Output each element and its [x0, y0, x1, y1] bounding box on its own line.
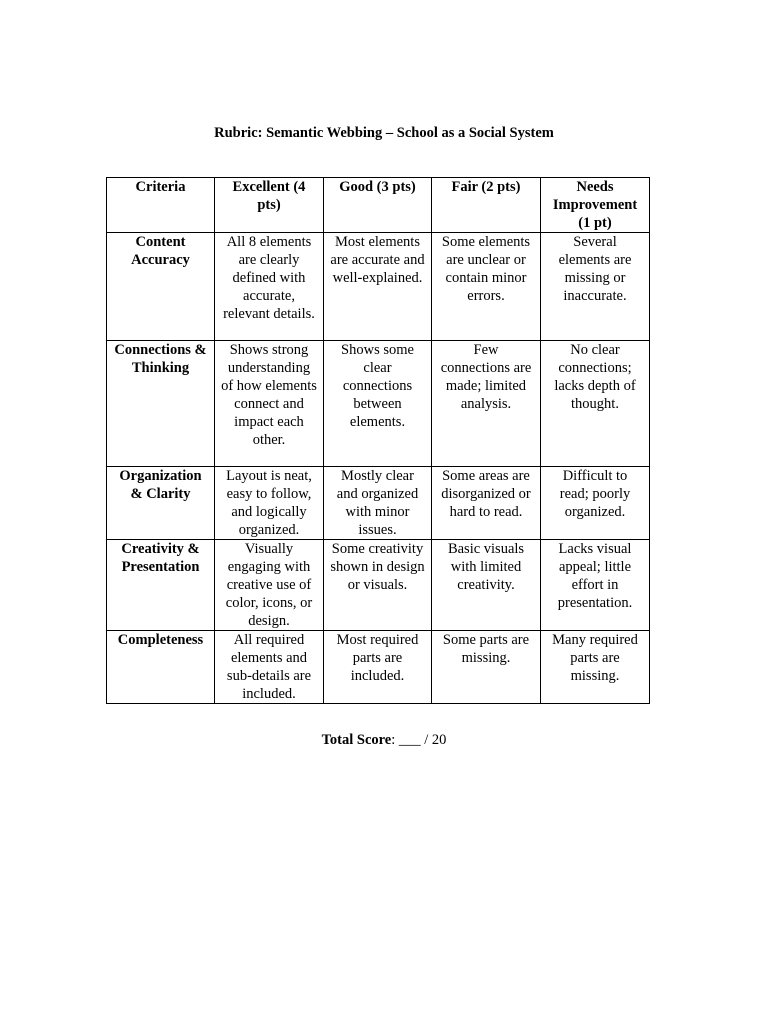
table-header-row — [107, 178, 650, 233]
total-score-label: Total Score — [321, 732, 392, 748]
table-cell: Difficult to read; poorly organized. — [541, 467, 650, 540]
total-score-value: : ___ / 20 — [391, 732, 447, 748]
document-title: Rubric: Semantic Webbing – School as a Social System — [214, 125, 554, 141]
table-cell: Many required parts are missing. — [541, 631, 650, 704]
table-cell: Mostly clear and organized with minor issues. — [324, 467, 432, 540]
table-cell: Some elements are unclear or contain minor errors. — [432, 233, 541, 341]
table-cell: Visually engaging with creative use of color, icons, or design. — [215, 540, 324, 631]
table-cell: Basic visuals with limited creativity. — [432, 540, 541, 631]
table-cell: All 8 elements are clearly defined with accurate, relevant details. — [215, 233, 324, 341]
table-cell: Few connections are made; limited analysis. — [432, 341, 541, 467]
header-needs-improvement: Needs Improvement (1 pt) — [541, 178, 650, 233]
table-cell: Lacks visual appeal; little effort in presentation. — [541, 540, 650, 631]
header-excellent: Excellent (4 pts) — [215, 178, 324, 233]
table-row — [107, 341, 650, 467]
criterion-completeness: Completeness — [107, 631, 215, 704]
rubric-table — [106, 177, 650, 704]
table-cell: All required elements and sub-details are included. — [215, 631, 324, 704]
table-row — [107, 233, 650, 341]
table-row — [107, 631, 650, 704]
header-criteria: Criteria — [107, 178, 215, 233]
table-row — [107, 540, 650, 631]
table-cell: No clear connections; lacks depth of thought. — [541, 341, 650, 467]
table-cell: Shows strong understanding of how elements connect and impact each other. — [215, 341, 324, 467]
criterion-content-accuracy: Content Accuracy — [107, 233, 215, 341]
criterion-organization-clarity: Organization & Clarity — [107, 467, 215, 540]
criterion-creativity-presentation: Creativity & Presentation — [107, 540, 215, 631]
table-cell: Some areas are disorganized or hard to read. — [432, 467, 541, 540]
table-cell: Some parts are missing. — [432, 631, 541, 704]
table-cell: Several elements are missing or inaccurate. — [541, 233, 650, 341]
table-cell: Layout is neat, easy to follow, and logically organized. — [215, 467, 324, 540]
criterion-connections-thinking: Connections & Thinking — [107, 341, 215, 467]
table-cell: Most elements are accurate and well-explained. — [324, 233, 432, 341]
header-fair: Fair (2 pts) — [432, 178, 541, 233]
total-score — [0, 731, 768, 749]
table-row — [107, 467, 650, 540]
table-cell: Most required parts are included. — [324, 631, 432, 704]
table-cell: Shows some clear connections between elements. — [324, 341, 432, 467]
header-good: Good (3 pts) — [324, 178, 432, 233]
table-cell: Some creativity shown in design or visuals. — [324, 540, 432, 631]
